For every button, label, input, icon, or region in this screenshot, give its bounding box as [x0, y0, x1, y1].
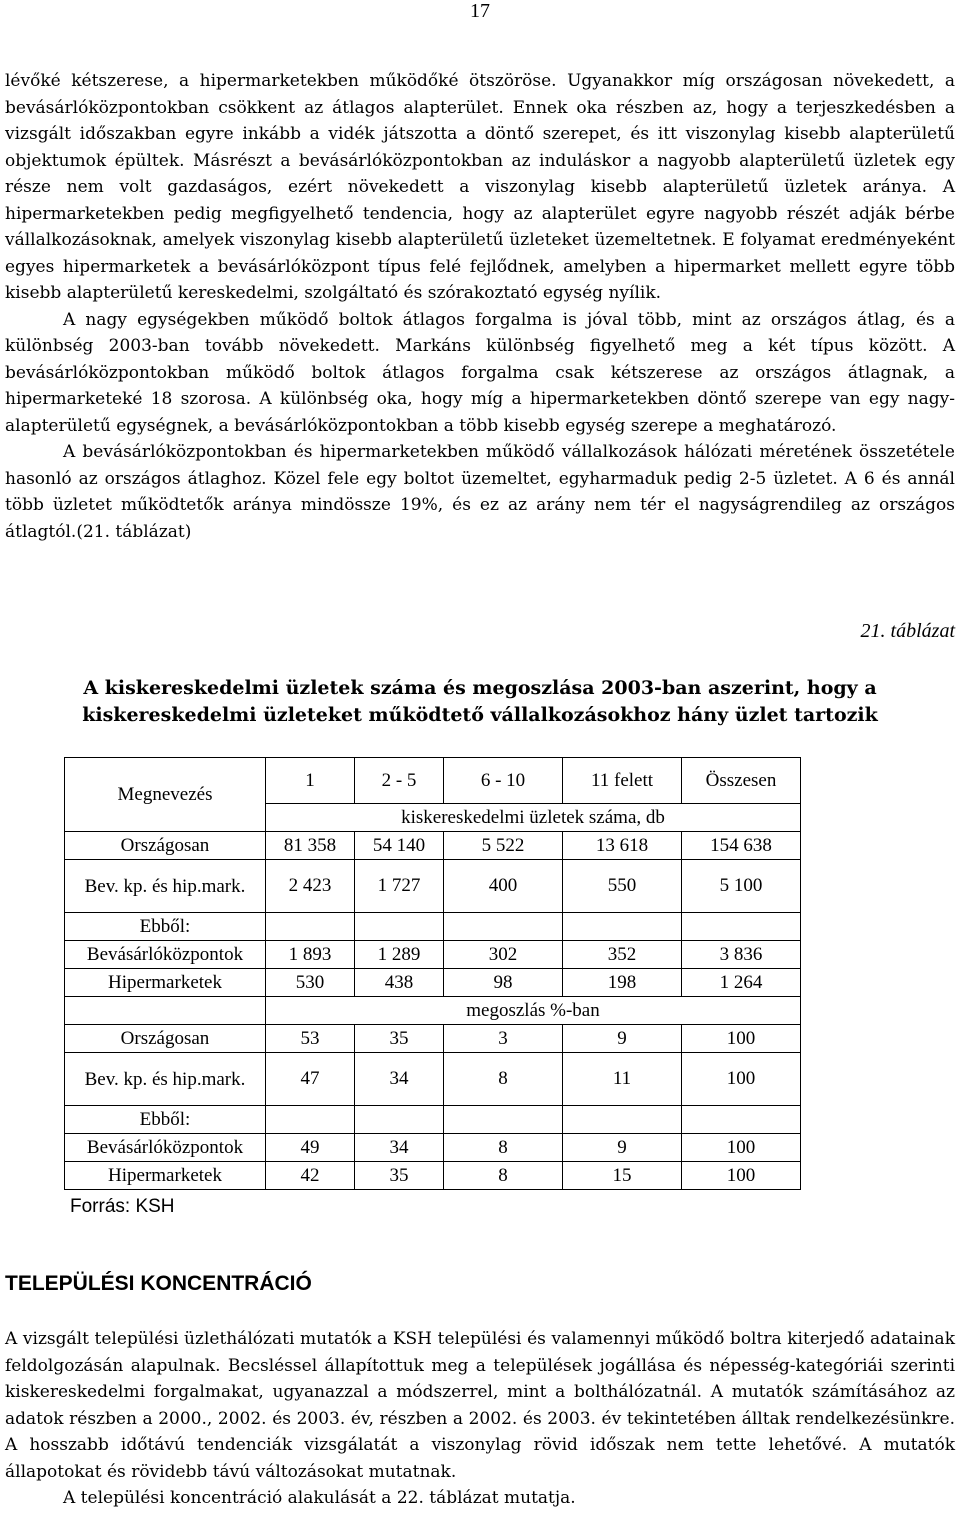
paragraph: A vizsgált települési üzlethálózati mutatók a KSH települési és valamennyi működő boltra kiterjedő adatainak feldolgozásán alapulnak. Becsléssel állapítottuk meg a települések jogállása és népesség-kategóriái szerinti kiskereskedelmi forgalmakat, ugyanazzal a módszerrel, mint a bolthálózatnál. A mutatók számításához az adatok részben a 2000., 2002. és 2003. év, részben a 2002. és 2003. év tekintetében álltak rendelkezésünkre. A hosszabb időtávú tendenciák vizsgálatát a viszonylag rövid időszak nem tette lehetővé. A mutatók állapotokat és rövidebb távú változásokat mutatnak. — [5, 1329, 955, 1482]
header-label: Megnevezés — [65, 758, 266, 832]
paragraph: lévőké kétszerese, a hipermarketekben működőké ötszöröse. Ugyanakkor míg országosan növekedett, a bevásárlóközpontokban csökkent az átlagos alapterület. Ennek oka részben az, hogy a terjeszkedésben a vizsgált időszakban egyre inkább a vidék játszotta a döntő szerepet, és itt viszonylag kisebb alapterületű objektumok épültek. Másrészt a bevásárlóközpontokban az induláskor a nagyobb alapterületű üzletek egy része nem volt gazdaságos, ezért növekedett a viszonylag kisebb alapterületű üzletek aránya. A hipermarketekben pedig megfigyelhető tendencia, hogy az alapterület egyre nagyobb részét adják bérbe vállalkozásoknak, amelyek viszonylag kisebb alapterületű üzleteket üzemeltetnek. E folyamat eredményeként egyes hipermarketek a bevásárlóközpont típus felé fejlődnek, amelyben a hipermarket mellett egyre több kisebb alapterületű kereskedelmi, szolgáltató és szórakoztató egység nyílik. — [5, 71, 955, 303]
table-cell — [682, 913, 801, 941]
table-row — [65, 832, 801, 860]
table-cell: 81 358 — [266, 832, 355, 860]
table-cell: 5 522 — [444, 832, 563, 860]
row-label: Országosan — [65, 1025, 266, 1053]
table-source: Forrás: KSH — [70, 1196, 175, 1217]
row-label: Ebből: — [65, 1106, 266, 1134]
table-cell — [444, 913, 563, 941]
column-header: 6 - 10 — [444, 758, 563, 804]
table-cell — [355, 1106, 444, 1134]
table-cell: 49 — [266, 1134, 355, 1162]
table-cell: 98 — [444, 969, 563, 997]
table-cell: 35 — [355, 1162, 444, 1190]
table-row — [65, 1162, 801, 1190]
column-header: 1 — [266, 758, 355, 804]
column-header: Összesen — [682, 758, 801, 804]
table-cell: 352 — [563, 941, 682, 969]
table-cell: 13 618 — [563, 832, 682, 860]
table-row — [65, 1053, 801, 1106]
table-cell: 34 — [355, 1053, 444, 1106]
table-cell: 100 — [682, 1053, 801, 1106]
table-cell: 1 893 — [266, 941, 355, 969]
row-label: Ebből: — [65, 913, 266, 941]
table-reference: 21. táblázat — [860, 620, 955, 642]
table-title: A kiskereskedelmi üzletek száma és megoszlása 2003-ban aszerint, hogy a kiskereskedelmi üzleteket működtető vállalkozásokhoz hány üzlet tartozik — [82, 677, 878, 726]
table-cell: 154 638 — [682, 832, 801, 860]
table-cell: 100 — [682, 1134, 801, 1162]
table-row — [65, 969, 801, 997]
row-label: Bev. kp. és hip.mark. — [65, 1053, 266, 1106]
unit-row — [65, 997, 801, 1025]
table-cell: 53 — [266, 1025, 355, 1053]
table-cell — [563, 913, 682, 941]
table-row — [65, 1134, 801, 1162]
table-cell: 9 — [563, 1025, 682, 1053]
table-row — [65, 913, 801, 941]
paragraph: A bevásárlóközpontokban és hipermarketekben működő vállalkozások hálózati méretének összetétele hasonló az országos átlaghoz. Közel fele egy boltot üzemeltet, egyharmaduk pedig 2-5 üzletet. A 6 és annál több üzletet működtetők aránya mindössze 19%, és ez az arány nem tér el nagyságrendileg az országos átlagtól.(21. táblázat) — [5, 442, 955, 542]
row-label: Hipermarketek — [65, 969, 266, 997]
table-cell: 3 — [444, 1025, 563, 1053]
paragraph: A nagy egységekben működő boltok átlagos forgalma is jóval több, mint az országos átlag, és a különbség 2003-ban tovább növekedett. Markáns különbség figyelhető meg a két típus között. A bevásárlóközpontokban működő boltok átlagos forgalma csak kétszerese az országos átlagnak, a hipermarketeké 18 szorosa. A különbség oka, hogy míg a hipermarketekben döntő szerepe van egy nagy-alapterületű egységnek, a bevásárlóközpontokban a több kisebb egység szerepe a meghatározó. — [5, 309, 955, 436]
table-cell: 9 — [563, 1134, 682, 1162]
table-cell: 100 — [682, 1025, 801, 1053]
table-cell — [65, 997, 266, 1025]
table-cell: 530 — [266, 969, 355, 997]
table-cell: 1 289 — [355, 941, 444, 969]
table-cell: 1 727 — [355, 860, 444, 913]
table-cell: 1 264 — [682, 969, 801, 997]
store-count-table — [64, 757, 801, 1190]
table-row — [65, 1025, 801, 1053]
table-cell — [444, 1106, 563, 1134]
table-cell — [563, 1106, 682, 1134]
table-cell: 8 — [444, 1053, 563, 1106]
table-cell: 5 100 — [682, 860, 801, 913]
table-cell: 302 — [444, 941, 563, 969]
table-cell — [266, 1106, 355, 1134]
table-header-row — [65, 758, 801, 804]
row-label: Bevásárlóközpontok — [65, 1134, 266, 1162]
table-cell: 100 — [682, 1162, 801, 1190]
table-cell: 438 — [355, 969, 444, 997]
outro-text — [5, 1326, 955, 1512]
table-cell: 550 — [563, 860, 682, 913]
table-row — [65, 941, 801, 969]
page-number: 17 — [470, 0, 490, 22]
table-cell — [682, 1106, 801, 1134]
table-cell: 47 — [266, 1053, 355, 1106]
row-label: Hipermarketek — [65, 1162, 266, 1190]
table-row — [65, 1106, 801, 1134]
table-cell: 400 — [444, 860, 563, 913]
paragraph: A települési koncentráció alakulását a 22. táblázat mutatja. — [63, 1488, 576, 1508]
row-label: Bev. kp. és hip.mark. — [65, 860, 266, 913]
row-label: Bevásárlóközpontok — [65, 941, 266, 969]
table-cell: 2 423 — [266, 860, 355, 913]
share-unit-label: megoszlás %-ban — [266, 997, 801, 1025]
section-heading: TELEPÜLÉSI KONCENTRÁCIÓ — [5, 1272, 312, 1295]
column-header: 2 - 5 — [355, 758, 444, 804]
table-row — [65, 860, 801, 913]
table-cell: 8 — [444, 1134, 563, 1162]
intro-text — [5, 68, 955, 545]
table-cell: 34 — [355, 1134, 444, 1162]
column-header: 11 felett — [563, 758, 682, 804]
table-cell — [355, 913, 444, 941]
table-cell: 42 — [266, 1162, 355, 1190]
row-label: Országosan — [65, 832, 266, 860]
table-cell: 3 836 — [682, 941, 801, 969]
table-cell — [266, 913, 355, 941]
table-cell: 198 — [563, 969, 682, 997]
count-unit-label: kiskereskedelmi üzletek száma, db — [266, 804, 801, 832]
table-cell: 54 140 — [355, 832, 444, 860]
table-cell: 11 — [563, 1053, 682, 1106]
table-cell: 35 — [355, 1025, 444, 1053]
table-cell: 15 — [563, 1162, 682, 1190]
table-cell: 8 — [444, 1162, 563, 1190]
